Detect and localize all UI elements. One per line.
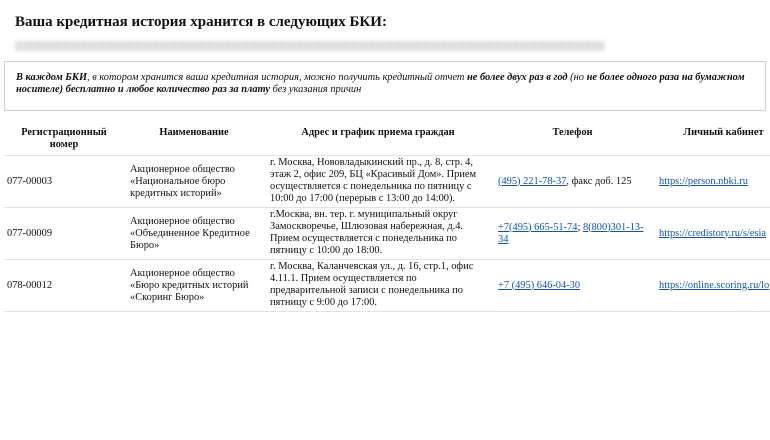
cabinet-link[interactable]: https://credistory.ru/s/esia — [659, 227, 766, 239]
notice-part-5: не более одного раза на бумажном носителе) бесплатно и любое количество раз за плату — [16, 72, 745, 95]
phone-link[interactable]: +7(495) 665-51-74 — [498, 221, 578, 233]
col-header-phone: Телефон — [492, 124, 653, 156]
table-header-row — [4, 124, 770, 156]
table-row — [4, 260, 770, 312]
phone-link[interactable]: (495) 221-78-37 — [498, 175, 567, 187]
cabinet-cell — [653, 208, 770, 260]
reg-number: 078-00012 — [4, 260, 124, 312]
reg-number: 077-00003 — [4, 156, 124, 208]
info-notice — [4, 61, 766, 111]
page-title: Ваша кредитная история хранится в следующих БКИ: — [15, 14, 387, 30]
bureau-address: г. Москва, Нововладыкинский пр., д. 8, стр. 4, этаж 2, офис 209, БЦ «Красивый Дом». Прием осуществляется с понедельника по пятницу с 10:00 до 17:00 (перерыв с 13:00 до 14:00). — [264, 156, 492, 208]
bureau-address: г.Москва, вн. тер. г. муниципальный округ Замоскворечье, Шлюзовая набережная, д.4. Прием осуществляется с понедельника по пятницу с 10:00 до 18:00. — [264, 208, 492, 260]
notice-part-6: без указания причин — [269, 84, 362, 95]
bki-table — [4, 124, 770, 312]
notice-part-1: В каждом БКИ — [16, 72, 88, 83]
notice-part-2: , в котором хранится ваша кредитная история, можно получить кредитный отчет — [87, 72, 468, 83]
cabinet-link[interactable]: https://online.scoring.ru/lo — [659, 279, 770, 291]
bureau-name: Акционерное общество «Бюро кредитных историй «Скоринг Бюро» — [124, 260, 264, 312]
phone-cell — [492, 260, 653, 312]
table-row — [4, 208, 770, 260]
phone-separator: , — [566, 175, 572, 187]
col-header-address: Адрес и график приема граждан — [264, 124, 492, 156]
bureau-name: Акционерное общество «Объединенное Кредитное Бюро» — [124, 208, 264, 260]
col-header-name: Наименование — [124, 124, 264, 156]
blurred-text — [15, 41, 605, 51]
cabinet-link[interactable]: https://person.nbki.ru — [659, 175, 748, 187]
phone-link[interactable]: +7 (495) 646-04-30 — [498, 279, 581, 291]
phone-separator: ; — [577, 221, 583, 233]
cabinet-cell — [653, 156, 770, 208]
table-row — [4, 156, 770, 208]
phone-cell — [492, 208, 653, 260]
phone-cell — [492, 156, 653, 208]
col-header-reg: Регистрационный номер — [4, 124, 124, 156]
bureau-address: г. Москва, Каланчевская ул., д. 16, стр.1, офис 4.11.1. Прием осуществляется по предварительной записи с понедельника по пятницу с 9:00 до 17:00. — [264, 260, 492, 312]
notice-part-4: (но — [567, 72, 587, 83]
reg-number: 077-00009 — [4, 208, 124, 260]
col-header-cabinet: Личный кабинет — [653, 124, 770, 156]
notice-part-3: не более двух раз в год — [467, 72, 568, 83]
phone-extra: факс доб. 125 — [571, 175, 632, 187]
bureau-name: Акционерное общество «Национальное бюро кредитных историй» — [124, 156, 264, 208]
phone-link-2[interactable]: 8(800)301-13-34 — [498, 221, 644, 245]
cabinet-cell — [653, 260, 770, 312]
